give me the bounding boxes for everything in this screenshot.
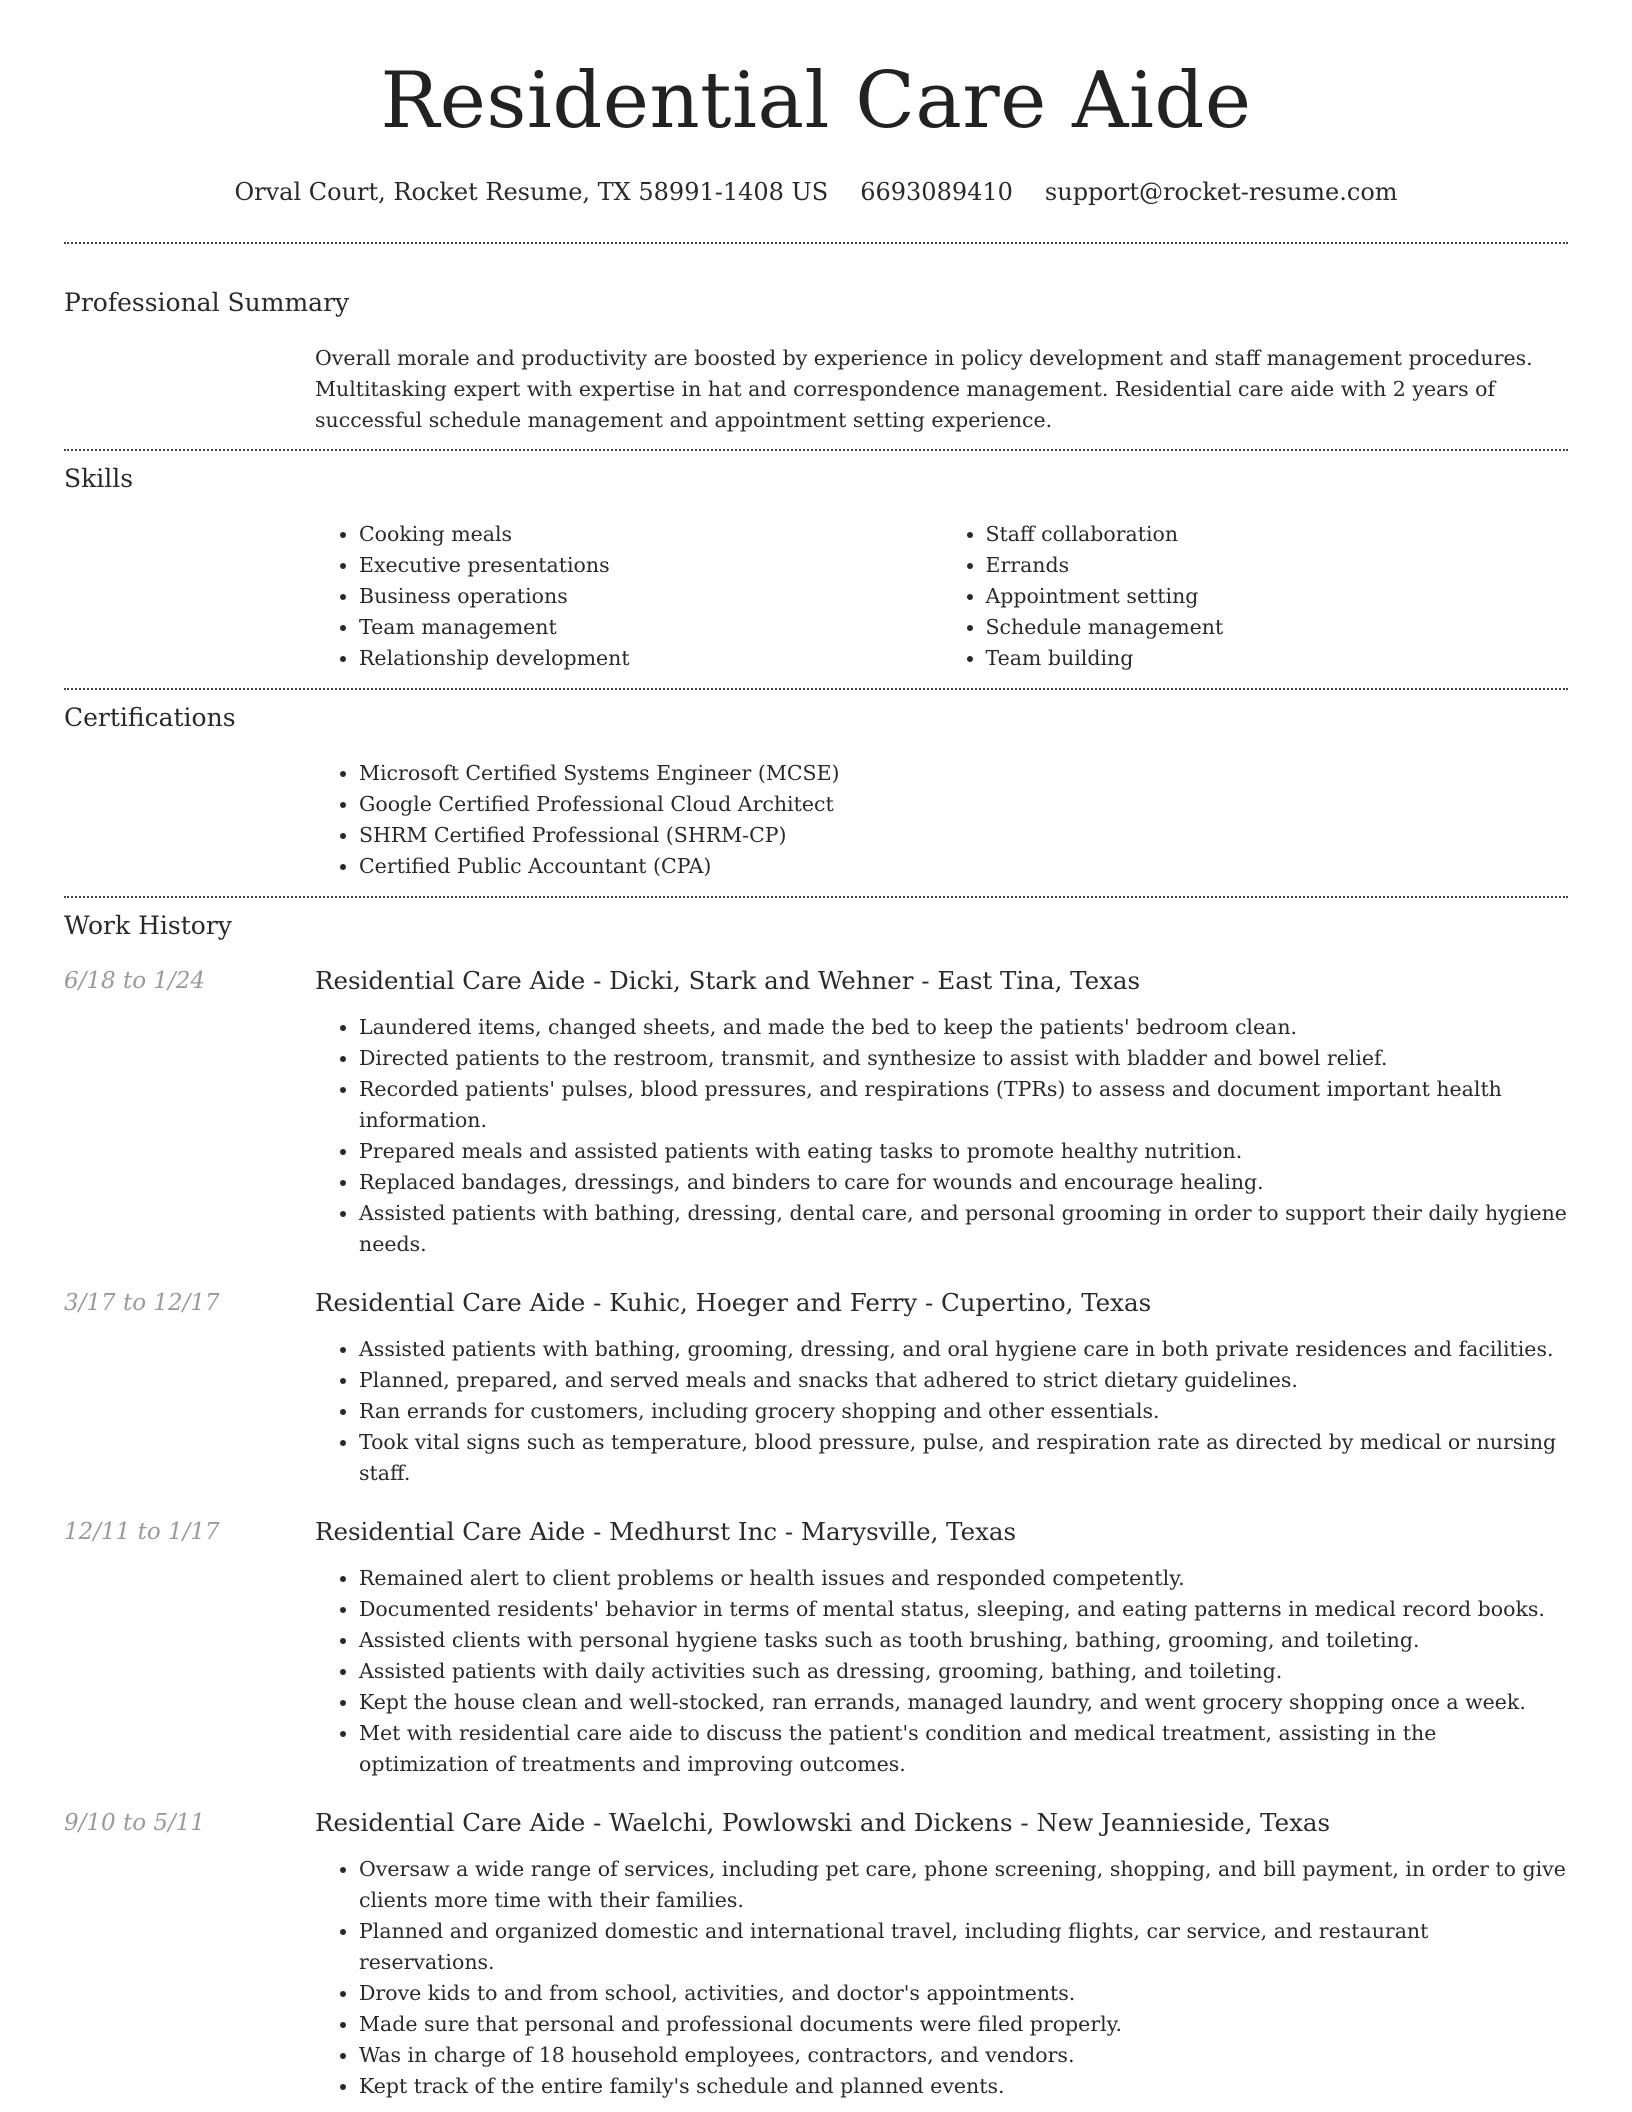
job-title: Residential Care Aide - Kuhic, Hoeger and Ferry - Cupertino, Texas — [315, 1288, 1152, 1317]
job-bullet: • Kept the house clean and well-stocked, ran errands, managed laundry, and went grocery shopping once a week. — [359, 1687, 1568, 1718]
section-divider — [64, 688, 1568, 690]
job-bullet: • Assisted patients with bathing, grooming, dressing, and oral hygiene care in both private residences and facilities. — [359, 1334, 1568, 1365]
work-history-title: Work History — [64, 911, 232, 940]
job-entry — [64, 964, 1568, 1260]
certifications-title: Certifications — [64, 703, 236, 732]
skill-item: • Errands — [986, 550, 1569, 581]
skill-item: • Appointment setting — [986, 581, 1569, 612]
section-divider — [64, 449, 1568, 451]
job-bullet: • Prepared meals and assisted patients with eating tasks to promote healthy nutrition. — [359, 1136, 1568, 1167]
skills-column-left — [315, 519, 942, 674]
contact-phone: 6693089410 — [860, 178, 1013, 206]
summary-section — [64, 288, 1568, 436]
skills-column-right — [942, 519, 1569, 674]
job-bullets — [315, 1334, 1568, 1489]
job-bullet: • Drove kids to and from school, activities, and doctor's appointments. — [359, 1978, 1568, 2009]
job-bullet: • Made sure that personal and professional documents were filed properly. — [359, 2009, 1568, 2040]
skill-item: • Relationship development — [359, 643, 942, 674]
job-entry — [64, 1286, 1568, 1489]
job-title: Residential Care Aide - Waelchi, Powlowski and Dickens - New Jeannieside, Texas — [315, 1808, 1331, 1837]
job-bullets — [315, 1563, 1568, 1780]
job-bullet: • Replaced bandages, dressings, and binders to care for wounds and encourage healing. — [359, 1167, 1568, 1198]
job-title: Residential Care Aide - Medhurst Inc - Marysville, Texas — [315, 1517, 1017, 1546]
section-divider — [64, 242, 1568, 244]
certifications-section — [64, 703, 1568, 882]
skill-item: • Business operations — [359, 581, 942, 612]
certification-item: • SHRM Certified Professional (SHRM-CP) — [359, 820, 1568, 851]
summary-title: Professional Summary — [64, 288, 350, 317]
skill-item: • Team management — [359, 612, 942, 643]
job-entry — [64, 1806, 1568, 2102]
job-entry — [64, 1515, 1568, 1780]
contact-address: Orval Court, Rocket Resume, TX 58991-1408 US — [234, 178, 829, 206]
job-bullet: • Documented residents' behavior in terms of mental status, sleeping, and eating patterns in medical record books. — [359, 1594, 1568, 1625]
skill-item: • Cooking meals — [359, 519, 942, 550]
resume-name: Residential Care Aide — [380, 56, 1252, 146]
job-dates: 3/17 to 12/17 — [64, 1290, 220, 1316]
job-title: Residential Care Aide - Dicki, Stark and Wehner - East Tina, Texas — [315, 966, 1141, 995]
certification-item: • Certified Public Accountant (CPA) — [359, 851, 1568, 882]
job-bullet: • Directed patients to the restroom, transmit, and synthesize to assist with bladder and bowel relief. — [359, 1043, 1568, 1074]
summary-text: Overall morale and productivity are boosted by experience in policy development and staff management procedures. Multitasking expert with expertise in hat and correspondence management. Residential care aide with 2 years of successful schedule management and appointment setting experience. — [315, 346, 1533, 432]
job-bullet: • Oversaw a wide range of services, including pet care, phone screening, shopping, and bill payment, in order to give clients more time with their families. — [359, 1854, 1568, 1916]
job-dates: 12/11 to 1/17 — [64, 1519, 220, 1545]
job-bullets — [315, 1854, 1568, 2102]
job-bullet: • Laundered items, changed sheets, and made the bed to keep the patients' bedroom clean. — [359, 1012, 1568, 1043]
skill-item: • Schedule management — [986, 612, 1569, 643]
contact-email: support@rocket-resume.com — [1044, 178, 1398, 206]
job-bullet: • Planned and organized domestic and international travel, including flights, car service, and restaurant reservations. — [359, 1916, 1568, 1978]
job-bullet: • Ran errands for customers, including grocery shopping and other essentials. — [359, 1396, 1568, 1427]
skills-list — [315, 519, 1568, 674]
skills-section — [64, 464, 1568, 674]
work-history-section — [64, 911, 1568, 2102]
skill-item: • Team building — [986, 643, 1569, 674]
skill-item: • Executive presentations — [359, 550, 942, 581]
job-bullet: • Planned, prepared, and served meals and snacks that adhered to strict dietary guidelines. — [359, 1365, 1568, 1396]
job-bullet: • Assisted clients with personal hygiene tasks such as tooth brushing, bathing, grooming, and toileting. — [359, 1625, 1568, 1656]
job-dates: 9/10 to 5/11 — [64, 1810, 206, 1836]
certification-item: • Microsoft Certified Systems Engineer (MCSE) — [359, 758, 1568, 789]
skills-title: Skills — [64, 464, 134, 493]
job-bullet: • Met with residential care aide to discuss the patient's condition and medical treatment, assisting in the optimization of treatments and improving outcomes. — [359, 1718, 1568, 1780]
job-bullet: • Recorded patients' pulses, blood pressures, and respirations (TPRs) to assess and document important health information. — [359, 1074, 1568, 1136]
job-bullet: • Assisted patients with bathing, dressing, dental care, and personal grooming in order to support their daily hygiene needs. — [359, 1198, 1568, 1260]
skill-item: • Staff collaboration — [986, 519, 1569, 550]
certifications-list — [315, 758, 1568, 882]
job-dates: 6/18 to 1/24 — [64, 968, 206, 994]
certification-item: • Google Certified Professional Cloud Architect — [359, 789, 1568, 820]
job-bullets — [315, 1012, 1568, 1260]
job-bullet: • Assisted patients with daily activities such as dressing, grooming, bathing, and toileting. — [359, 1656, 1568, 1687]
contact-info — [64, 178, 1568, 206]
job-bullet: • Remained alert to client problems or health issues and responded competently. — [359, 1563, 1568, 1594]
job-bullet: • Took vital signs such as temperature, blood pressure, pulse, and respiration rate as directed by medical or nursing staff. — [359, 1427, 1568, 1489]
job-bullet: • Was in charge of 18 household employees, contractors, and vendors. — [359, 2040, 1568, 2071]
section-divider — [64, 896, 1568, 898]
job-bullet: • Kept track of the entire family's schedule and planned events. — [359, 2071, 1568, 2102]
